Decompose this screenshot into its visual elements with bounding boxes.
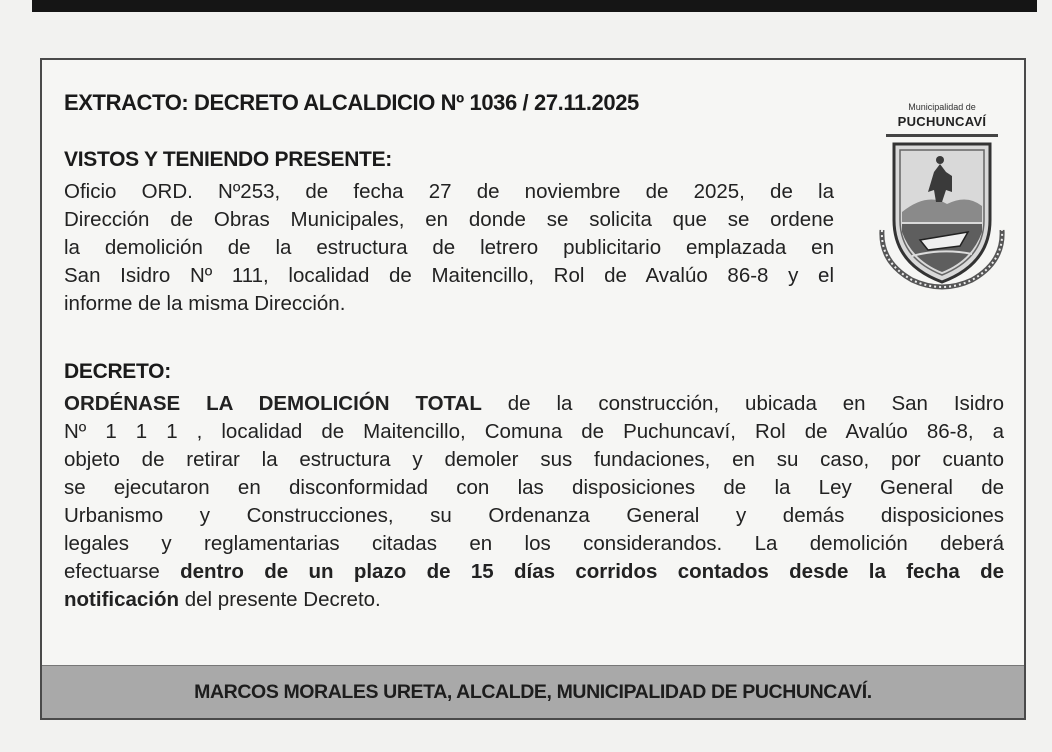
coat-of-arms-icon: [872, 132, 1012, 302]
decreto-line: legales y reglamentarias citadas en los considerandos. La demolición deberá: [64, 532, 1004, 555]
vistos-line: Dirección de Obras Municipales, en donde se solicita que se ordene: [64, 208, 834, 231]
decreto-notification-bold: notificación: [64, 588, 180, 611]
seal-caption-big: PUCHUNCAVÍ: [897, 114, 987, 129]
decreto-heading: DECRETO:: [64, 360, 171, 383]
municipal-seal: [872, 102, 1012, 302]
decreto-line7-start: efectuarse: [64, 560, 181, 583]
decreto-line: [64, 586, 1004, 614]
decreto-line1-rest: de la construcción, ubicada en San Isidro: [481, 392, 1004, 415]
vistos-line: Oficio ORD. Nº253, de fecha 27 de noviembre de 2025, de la: [64, 180, 834, 203]
decreto-line: Nº 1 1 1 , localidad de Maitencillo, Comuna de Puchuncaví, Rol de Avalúo 86-8, a: [64, 420, 1004, 443]
decreto-line8-rest: del presente Decreto.: [179, 588, 381, 611]
top-black-bar: [32, 0, 1037, 12]
seal-caption-small: Municipalidad de: [908, 102, 976, 112]
vistos-line: la demolición de la estructura de letrero publicitario emplazada en: [64, 236, 834, 259]
decreto-paragraph: [64, 390, 1004, 614]
notice-title: EXTRACTO: DECRETO ALCALDICIO Nº 1036 / 27.11.2025: [64, 90, 639, 115]
footer-signature: MARCOS MORALES URETA, ALCALDE, MUNICIPALIDAD DE PUCHUNCAVÍ.: [42, 665, 1024, 718]
decreto-line: [64, 390, 1004, 418]
decreto-line: Urbanismo y Construcciones, su Ordenanza General y demás disposiciones: [64, 504, 1004, 527]
decreto-line: objeto de retirar la estructura y demoler sus fundaciones, en su caso, por cuanto: [64, 448, 1004, 471]
vistos-heading: VISTOS Y TENIENDO PRESENTE:: [64, 148, 392, 171]
vistos-line: San Isidro Nº 111, localidad de Maitencillo, Rol de Avalúo 86-8 y el: [64, 264, 834, 287]
legal-notice-box: [40, 58, 1026, 720]
decreto-deadline-bold: dentro de un plazo de 15 días corridos contados desde la fecha de: [180, 560, 1005, 583]
decreto-bold-lead: ORDÉNASE LA DEMOLICIÓN TOTAL: [64, 392, 482, 415]
decreto-line: se ejecutaron en disconformidad con las disposiciones de la Ley General de: [64, 476, 1004, 499]
decreto-line: [64, 558, 1004, 586]
vistos-line: informe de la misma Dirección.: [64, 292, 346, 315]
vistos-paragraph: [64, 178, 834, 318]
